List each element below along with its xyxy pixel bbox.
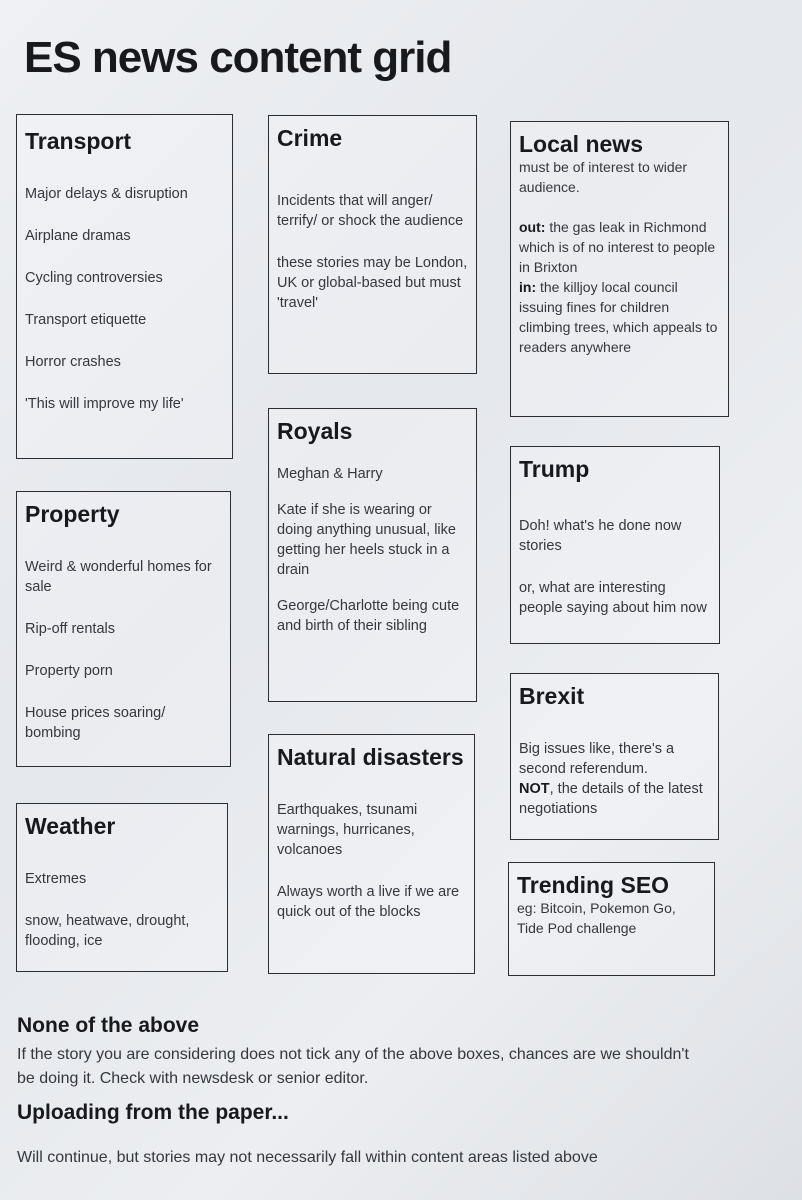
crime-heading: Crime	[277, 125, 343, 151]
weather-heading: Weather	[25, 813, 116, 839]
trending-seo-box	[508, 862, 715, 976]
uploading-heading: Uploading from the paper...	[17, 1101, 289, 1124]
property-item: Rip-off rentals	[25, 621, 115, 638]
transport-item: Transport etiquette	[25, 312, 147, 329]
brexit-not-label: NOT	[519, 781, 550, 798]
uploading-text: Will continue, but stories may not necessarily fall within content areas listed above	[17, 1149, 598, 1166]
in-text: the killjoy local council issuing fines for children climbing trees, which appeals to readers anywhere	[519, 279, 718, 356]
trending-seo-heading: Trending SEO	[517, 872, 670, 898]
trump-item: Doh! what's he done now stories	[519, 518, 682, 555]
trending-seo-text: eg: Bitcoin, Pokemon Go, Tide Pod challenge	[517, 900, 676, 937]
property-box	[16, 491, 231, 767]
royals-box	[268, 408, 477, 702]
transport-item: Major delays & disruption	[25, 186, 188, 203]
in-label: in:	[519, 279, 537, 296]
none-of-the-above-heading: None of the above	[17, 1014, 200, 1037]
transport-item: 'This will improve my life'	[25, 396, 184, 413]
crime-item: these stories may be London, UK or global-based but must 'travel'	[277, 255, 468, 312]
brexit-text-1: Big issues like, there's a second referendum.	[519, 741, 675, 778]
local-news-heading: Local news	[519, 131, 643, 157]
transport-item: Horror crashes	[25, 354, 121, 371]
royals-item: George/Charlotte being cute and birth of their sibling	[277, 598, 460, 635]
transport-box	[16, 114, 233, 459]
brexit-text-2: , the details of the latest negotiations	[519, 781, 703, 818]
brexit-box	[510, 673, 719, 840]
royals-heading: Royals	[277, 418, 353, 444]
natural-disasters-item: Earthquakes, tsunami warnings, hurricanes, volcanoes	[277, 802, 418, 859]
natural-disasters-item: Always worth a live if we are quick out of the blocks	[277, 884, 460, 921]
natural-disasters-box	[268, 734, 475, 974]
local-news-out	[519, 217, 720, 277]
royals-item: Kate if she is wearing or doing anything unusual, like getting her heels stuck in a drain	[277, 502, 456, 579]
transport-item: Airplane dramas	[25, 228, 131, 245]
crime-item: Incidents that will anger/ terrify/ or shock the audience	[277, 193, 464, 230]
weather-item: snow, heatwave, drought, flooding, ice	[25, 913, 190, 950]
property-item: Weird & wonderful homes for sale	[25, 559, 212, 596]
trump-heading: Trump	[519, 456, 590, 482]
transport-heading: Transport	[25, 128, 132, 154]
brexit-heading: Brexit	[519, 683, 585, 709]
property-heading: Property	[25, 501, 120, 527]
weather-item: Extremes	[25, 871, 87, 888]
transport-item: Cycling controversies	[25, 270, 163, 287]
out-label: out:	[519, 219, 546, 236]
local-news-in	[519, 277, 720, 357]
trump-box	[510, 446, 720, 644]
crime-box	[268, 115, 477, 374]
out-text: the gas leak in Richmond which is of no interest to people in Brixton	[519, 219, 716, 276]
trump-item: or, what are interesting people saying about him now	[519, 580, 707, 617]
none-of-the-above-text: If the story you are considering does not tick any of the above boxes, chances are we shouldn't be doing it. Check with newsdesk or senior editor.	[17, 1046, 689, 1087]
brexit-text	[519, 739, 710, 819]
local-news-intro: must be of interest to wider audience.	[519, 159, 688, 196]
property-item: Property porn	[25, 663, 113, 680]
natural-disasters-heading: Natural disasters	[277, 744, 464, 770]
royals-item: Meghan & Harry	[277, 466, 383, 483]
weather-box	[16, 803, 228, 972]
local-news-box	[510, 121, 729, 417]
property-item: House prices soaring/ bombing	[25, 705, 166, 742]
page-title: ES news content grid	[24, 33, 452, 82]
